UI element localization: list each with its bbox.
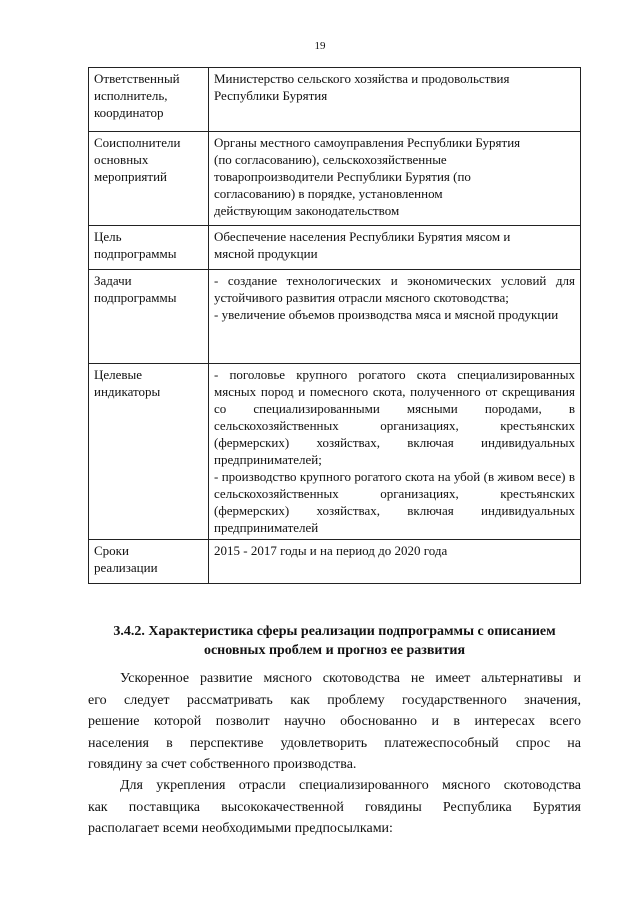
value-line: Органы местного самоуправления Республики Бурятия	[214, 135, 521, 150]
indicator-item: - поголовье крупного рогатого скота специализированных мясных пород и помесного скота, полученного от скрещивания со специализированными мясными породами, в сельскохозяйственных организациях, крестьянских (фермерских) хозяйствах, включая индивидуальных предпринимателей;	[214, 367, 575, 467]
row-label-goal	[89, 226, 209, 270]
indicator-item: - производство крупного рогатого скота на убой (в живом весе) в сельскохозяйственных организациях, крестьянских (фермерских) хозяйствах, включая индивидуальных предпринимателей	[214, 469, 575, 535]
label-line: индикаторы	[94, 384, 161, 399]
task-item: - увеличение объемов производства мяса и мясной продукции	[214, 307, 559, 322]
row-value-timeline	[209, 540, 581, 584]
paragraph-2	[88, 775, 581, 840]
row-value-responsible	[209, 68, 581, 132]
value-line: товаропроизводители Республики Бурятия (по	[214, 169, 471, 184]
value-line: Обеспечение населения Республики Бурятия мясом и	[214, 229, 511, 244]
paragraph-line: как поставщика высококачественной говядины Республика Бурятия	[88, 799, 581, 815]
label-line: основных	[94, 152, 149, 167]
row-value-co-executors	[209, 132, 581, 226]
row-label-indicators	[89, 364, 209, 540]
label-line: Целевые	[94, 367, 143, 382]
value-line: (по согласованию), сельскохозяйственные	[214, 152, 447, 167]
page-number: 19	[314, 40, 326, 52]
heading-line: 3.4.2. Характеристика сферы реализации подпрограммы с описанием	[113, 624, 556, 639]
label-line: мероприятий	[94, 169, 167, 184]
row-value-goal	[209, 226, 581, 270]
value-line: мясной продукции	[214, 246, 318, 261]
row-label-tasks	[89, 270, 209, 364]
row-value-tasks	[209, 270, 581, 364]
paragraph-line: решение которой позволит научно обоснованно и в интересах всего	[88, 714, 581, 729]
row-value-indicators	[209, 364, 581, 540]
table-row	[89, 132, 581, 226]
table-row	[89, 364, 581, 540]
row-label-responsible	[89, 68, 209, 132]
label-line: исполнитель,	[94, 88, 168, 103]
value-line: 2015 - 2017 годы и на период до 2020 года	[214, 543, 448, 558]
paragraph-line: Ускоренное развитие мясного скотоводства не имеет альтернативы и	[120, 671, 581, 686]
value-line: действующим законодательством	[214, 203, 400, 218]
label-line: реализации	[94, 560, 158, 575]
table-row	[89, 270, 581, 364]
label-line: Соисполнители	[94, 135, 181, 150]
paragraph-line: его следует рассматривать как проблему государственного значения,	[88, 692, 581, 708]
task-item: - создание технологических и экономических условий для устойчивого развития отрасли мясного скотоводства;	[214, 273, 575, 305]
row-label-co-executors	[89, 132, 209, 226]
label-line: Сроки	[94, 543, 129, 558]
label-line: Задачи	[94, 273, 132, 288]
value-line: Республики Бурятия	[214, 88, 328, 103]
paragraph-1	[88, 668, 581, 776]
paragraph-line: располагает всеми необходимыми предпосылками:	[88, 821, 393, 836]
label-line: подпрограммы	[94, 246, 177, 261]
paragraph-line: населения в перспективе удовлетворить платежеспособный спрос на	[88, 735, 581, 751]
value-line: Министерство сельского хозяйства и продовольствия	[214, 71, 510, 86]
row-label-timeline	[89, 540, 209, 584]
table-row	[89, 226, 581, 270]
label-line: Цель	[94, 229, 122, 244]
section-heading	[88, 622, 581, 660]
heading-line: основных проблем и прогноз ее развития	[203, 643, 466, 658]
table-row	[89, 540, 581, 584]
label-line: координатор	[94, 105, 164, 120]
paragraph-line: Для укрепления отрасли специализированного мясного скотоводства	[120, 778, 581, 793]
subprogram-passport-table	[88, 67, 581, 584]
table-row	[89, 68, 581, 132]
label-line: подпрограммы	[94, 290, 177, 305]
value-line: согласованию) в порядке, установленном	[214, 186, 443, 201]
label-line: Ответственный	[94, 71, 180, 86]
paragraph-line: говядину за счет собственного производства.	[88, 757, 357, 772]
